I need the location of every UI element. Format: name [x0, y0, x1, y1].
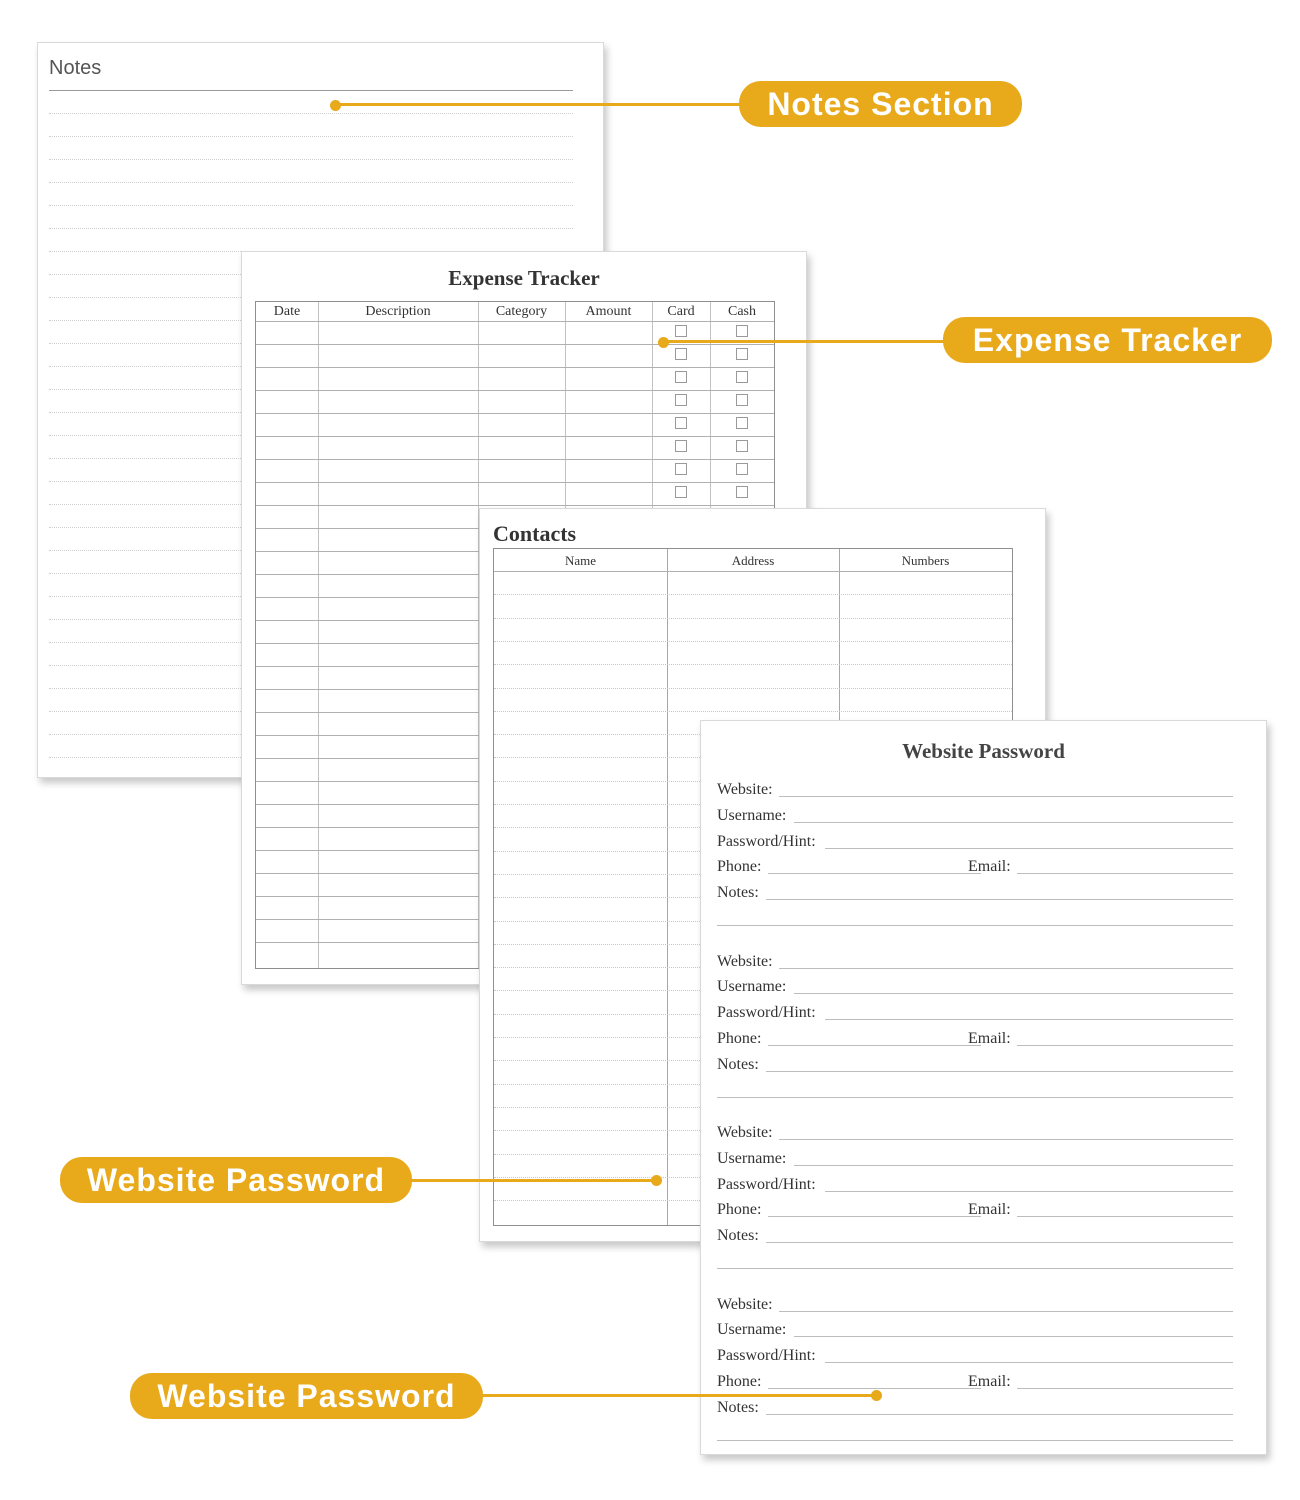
- contacts-col-name: Name: [564, 553, 597, 568]
- card-checkbox[interactable]: [675, 486, 687, 498]
- contacts-row-rule: [494, 571, 1012, 572]
- expense-tracker-callout: Expense Tracker: [943, 317, 1272, 363]
- expense-row-rule: [256, 459, 774, 460]
- field-notes-line[interactable]: [766, 899, 1233, 900]
- notes-line: [49, 205, 573, 206]
- website-password-sheet: [700, 720, 1267, 1455]
- label-email: Email:: [968, 1029, 1011, 1047]
- password-title: Website Password: [902, 739, 1065, 763]
- cash-checkbox[interactable]: [736, 325, 748, 337]
- contacts-row-rule: [494, 664, 1012, 665]
- field-notes-line[interactable]: [766, 1414, 1233, 1415]
- label-notes: Notes:: [717, 884, 759, 902]
- card-checkbox[interactable]: [675, 417, 687, 429]
- field-notes-extra-line[interactable]: [717, 1097, 1233, 1098]
- website-password-secondary-line: [481, 1394, 877, 1397]
- label-website: Website:: [717, 1295, 773, 1313]
- cash-checkbox[interactable]: [736, 417, 748, 429]
- cash-checkbox[interactable]: [736, 348, 748, 360]
- field-email-line[interactable]: [1017, 1045, 1233, 1046]
- label-website: Website:: [717, 952, 773, 970]
- contacts-row-rule: [494, 711, 1012, 712]
- label-password-hint: Password/Hint:: [717, 1175, 816, 1193]
- card-checkbox[interactable]: [675, 371, 687, 383]
- expense-col-category: Category: [495, 304, 548, 319]
- field-password-hint-line[interactable]: [825, 1019, 1233, 1020]
- field-website-line[interactable]: [779, 1311, 1233, 1312]
- notes-line: [49, 228, 573, 229]
- notes-section-callout: Notes Section: [739, 81, 1022, 127]
- field-website-line[interactable]: [779, 1139, 1233, 1140]
- label-username: Username:: [717, 1321, 787, 1339]
- field-phone-line[interactable]: [768, 1045, 981, 1046]
- notes-line: [49, 113, 573, 114]
- website-password-callout-secondary: Website Password: [130, 1373, 483, 1419]
- field-password-hint-line[interactable]: [825, 1362, 1233, 1363]
- field-username-line[interactable]: [794, 1165, 1233, 1166]
- notes-line: [49, 159, 573, 160]
- website-password-callout-line: [410, 1179, 657, 1182]
- contacts-row-rule: [494, 688, 1012, 689]
- notes-line: [49, 182, 573, 183]
- field-notes-extra-line[interactable]: [717, 1268, 1233, 1269]
- contacts-row-rule: [494, 618, 1012, 619]
- cash-checkbox[interactable]: [736, 394, 748, 406]
- field-username-line[interactable]: [794, 993, 1233, 994]
- expense-row-rule: [256, 505, 774, 506]
- label-website: Website:: [717, 1124, 773, 1141]
- notes-line: [49, 136, 573, 137]
- card-checkbox[interactable]: [675, 348, 687, 360]
- label-website: Website:: [717, 781, 773, 798]
- label-notes: Notes:: [717, 1398, 759, 1416]
- website-password-callout-dot: [651, 1175, 662, 1186]
- cash-checkbox[interactable]: [736, 486, 748, 498]
- expense-row-rule: [256, 436, 774, 437]
- card-checkbox[interactable]: [675, 394, 687, 406]
- notes-title-rule: [49, 90, 573, 91]
- label-email: Email:: [968, 1201, 1011, 1219]
- website-password-secondary-dot: [871, 1390, 882, 1401]
- expense-row-rule: [256, 390, 774, 391]
- field-notes-extra-line[interactable]: [717, 1440, 1233, 1441]
- expense-row-rule: [256, 367, 774, 368]
- label-password-hint: Password/Hint:: [717, 1347, 816, 1365]
- expense-row-rule: [256, 413, 774, 414]
- expense-col-date: Date: [273, 304, 301, 319]
- label-password-hint: Password/Hint:: [717, 832, 816, 850]
- label-notes: Notes:: [717, 1055, 759, 1073]
- cash-checkbox[interactable]: [736, 371, 748, 383]
- expense-col-amount: Amount: [585, 304, 632, 319]
- field-phone-line[interactable]: [768, 873, 981, 874]
- expense-callout-line: [663, 340, 948, 343]
- field-notes-line[interactable]: [766, 1071, 1233, 1072]
- expense-col-card: Card: [667, 304, 695, 319]
- card-checkbox[interactable]: [675, 463, 687, 475]
- label-username: Username:: [717, 806, 787, 824]
- label-password-hint: Password/Hint:: [717, 1004, 816, 1022]
- expense-row-rule: [256, 482, 774, 483]
- field-email-line[interactable]: [1017, 1388, 1233, 1389]
- field-phone-line[interactable]: [768, 1216, 981, 1217]
- field-username-line[interactable]: [794, 822, 1233, 823]
- label-phone: Phone:: [717, 1201, 762, 1219]
- label-username: Username:: [717, 1149, 787, 1167]
- card-checkbox[interactable]: [675, 440, 687, 452]
- expense-row-rule: [256, 344, 774, 345]
- cash-checkbox[interactable]: [736, 463, 748, 475]
- field-website-line[interactable]: [779, 796, 1233, 797]
- field-password-hint-line[interactable]: [825, 848, 1233, 849]
- expense-col-cash: Cash: [728, 304, 756, 319]
- field-email-line[interactable]: [1017, 873, 1233, 874]
- field-notes-line[interactable]: [766, 1242, 1233, 1243]
- contacts-col-divider: [667, 549, 668, 1225]
- label-username: Username:: [717, 978, 787, 996]
- field-phone-line[interactable]: [768, 1388, 981, 1389]
- expense-title: Expense Tracker: [448, 266, 600, 290]
- contacts-col-numbers: Numbers: [901, 553, 950, 568]
- expense-row-rule: [256, 321, 774, 322]
- contacts-title: Contacts: [493, 521, 577, 546]
- label-email: Email:: [968, 1372, 1011, 1390]
- label-phone: Phone:: [717, 858, 762, 876]
- contacts-row-rule: [494, 594, 1012, 595]
- cash-checkbox[interactable]: [736, 440, 748, 452]
- label-notes: Notes:: [717, 1227, 759, 1245]
- expense-col-divider: [318, 302, 319, 968]
- field-password-hint-line[interactable]: [825, 1191, 1233, 1192]
- expense-col-description: Description: [365, 304, 431, 319]
- label-phone: Phone:: [717, 1029, 762, 1047]
- label-email: Email:: [968, 858, 1011, 876]
- notes-title: Notes: [49, 57, 102, 79]
- field-website-line[interactable]: [779, 968, 1233, 969]
- contacts-col-address: Address: [731, 553, 775, 568]
- field-email-line[interactable]: [1017, 1216, 1233, 1217]
- field-notes-extra-line[interactable]: [717, 925, 1233, 926]
- website-password-callout: Website Password: [60, 1157, 412, 1203]
- field-username-line[interactable]: [794, 1336, 1233, 1337]
- card-checkbox[interactable]: [675, 325, 687, 337]
- notes-callout-line: [335, 103, 745, 106]
- label-phone: Phone:: [717, 1372, 762, 1390]
- contacts-row-rule: [494, 641, 1012, 642]
